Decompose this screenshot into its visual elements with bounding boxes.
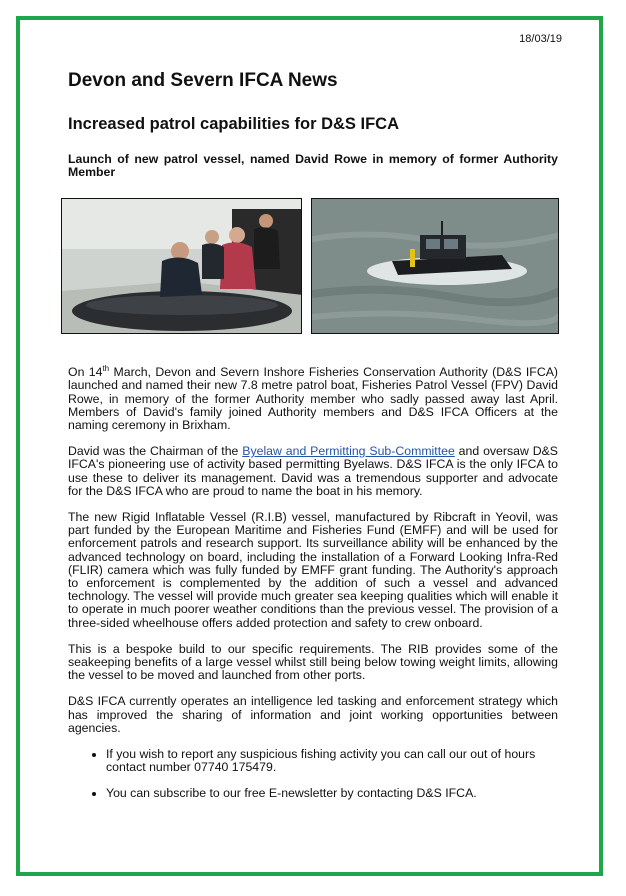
article-body: [68, 362, 558, 814]
contact-bullet-list: [68, 748, 558, 801]
paragraph-bespoke: This is a bespoke build to our specific requirements. The RIB provides some of the seakeeping benefits of a large vessel whilst still being below towing weight limits, allowing the vessel to be moved and launched from other ports.: [68, 641, 558, 683]
patrol-vessel-photo: [311, 198, 559, 334]
page-title: Devon and Severn IFCA News: [68, 70, 338, 91]
paragraph-rib: The new Rigid Inflatable Vessel (R.I.B) vessel, manufactured by Ribcraft in Yeovil, was part funded by the European Maritime and Fisheries Fund (EMFF) and will be used for enforcement patrols and research support. Its surveillance ability will be enhanced by the advanced technology on board, including the installation of a Forward Looking Infra-Red (FLIR) camera which was fully funded by EMFF grant funding. The Authority's approach to enforcement is complemented by the addition of such a vessel and advanced technology. The vessel will provide much greater sea keeping qualities which will enable it to operate in much poorer weather conditions than the previous vessel. The provision of a three-sided wheelhouse offers added protection and safety to crew onboard.: [68, 509, 558, 630]
paragraph-launch: On 14th March, Devon and Severn Inshore Fisheries Conservation Authority (D&S IFCA) launched and named their new 7.8 metre patrol boat, Fisheries Patrol Vessel (FPV) David Rowe, in memory of the former Authority member who sadly passed away last April. Members of David's family joined Authority members and D&S IFCA Officers at the naming ceremony in Brixham.: [68, 364, 558, 432]
list-item: • If you wish to report any suspicious fishing activity you can call our out of hours contact number 07740 175479.: [106, 748, 558, 774]
byelaw-committee-link[interactable]: Byelaw and Permitting Sub-Committee: [242, 444, 455, 459]
article-lede: Launch of new patrol vessel, named David Rowe in memory of former Authority Member: [68, 152, 558, 179]
naming-ceremony-photo: [61, 198, 302, 334]
article-subtitle: Increased patrol capabilities for D&S IFCA: [68, 115, 399, 133]
paragraph-david: David was the Chairman of the Byelaw and Permitting Sub-Committee and oversaw D&S IFCA's pioneering use of activity based permitting Byelaws. D&S IFCA is the only IFCA to use these to deliver its management. David was a tremendous supporter and advocate for the D&S IFCA who are proud to name the boat in his memory.: [68, 444, 559, 498]
date: 18/03/19: [519, 33, 562, 45]
list-item: • You can subscribe to our free E-newsletter by contacting D&S IFCA.: [106, 787, 558, 800]
paragraph-strategy: D&S IFCA currently operates an intelligence led tasking and enforcement strategy which has improved the sharing of information and joint working opportunities between agencies.: [68, 694, 558, 735]
